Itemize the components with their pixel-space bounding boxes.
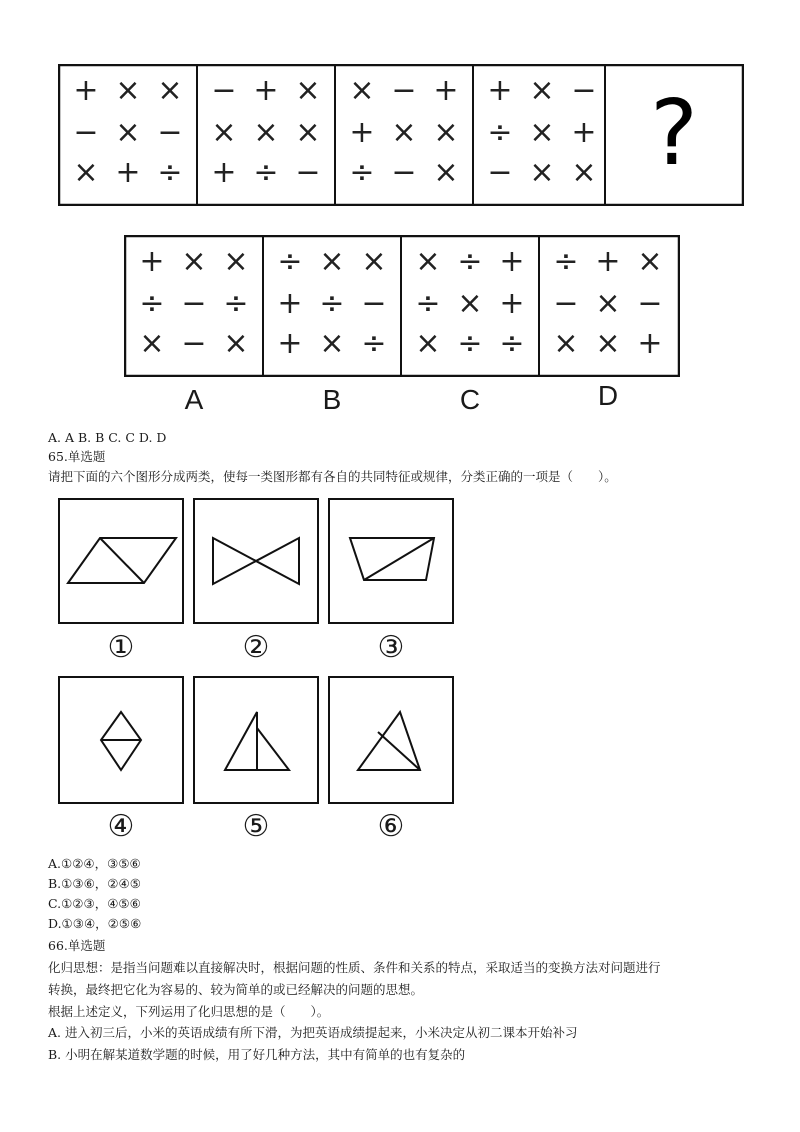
option-panel-3-symbol-1: × xyxy=(415,244,441,279)
option-panel-2-symbol-5: ÷ xyxy=(319,286,345,321)
option-panel-4-symbol-4: − xyxy=(553,286,579,321)
option-panel-4-symbol-6: − xyxy=(637,286,663,321)
sequence-panel-1-symbol-9: ÷ xyxy=(157,155,183,190)
option-panel-3-symbol-6: + xyxy=(499,286,525,321)
option-panel-2-symbol-4: + xyxy=(277,286,303,321)
option-panel-4-symbol-2: + xyxy=(595,244,621,279)
option-panel-3-symbol-4: ÷ xyxy=(415,286,441,321)
option-panel-1-symbol-6: ÷ xyxy=(223,286,249,321)
option-label-b: B xyxy=(322,384,342,415)
sequence-panel-3-symbol-6: × xyxy=(433,115,459,150)
option-panel-2-symbol-3: × xyxy=(361,244,387,279)
q66-choice-a[interactable]: A. 进入初三后，小米的英语成绩有所下滑，为把英语成绩提起来，小米决定从初二课本开始补习 xyxy=(48,1025,578,1040)
sequence-panel-3-symbol-2: − xyxy=(391,73,417,108)
sequence-panel-2-symbol-3: × xyxy=(295,73,321,108)
sequence-panel-3-symbol-1: × xyxy=(349,73,375,108)
question-mark: ? xyxy=(650,81,698,186)
figure-label-5: ⑤ xyxy=(242,809,270,844)
sequence-panel-4-symbol-6: + xyxy=(571,115,597,150)
figure-label-3: ③ xyxy=(377,630,405,665)
option-panel-1-symbol-5: − xyxy=(181,286,207,321)
option-panel-2-symbol-7: + xyxy=(277,326,303,361)
sequence-panel-1-symbol-4: − xyxy=(73,115,99,150)
figure-6-triangle xyxy=(328,676,454,804)
option-panel-1-symbol-7: × xyxy=(139,326,165,361)
option-panel-3-symbol-9: ÷ xyxy=(499,326,525,361)
option-label-a: A xyxy=(184,384,204,415)
option-panel-4-symbol-8: × xyxy=(595,326,621,361)
option-panel-3-symbol-2: ÷ xyxy=(457,244,483,279)
option-panel-2-symbol-9: ÷ xyxy=(361,326,387,361)
q66-definition-line-2: 转换，最终把它化为容易的、较为简单的或已经解决的问题的思想。 xyxy=(48,982,424,997)
option-panel-3-symbol-8: ÷ xyxy=(457,326,483,361)
option-panel-3-symbol-7: × xyxy=(415,326,441,361)
option-panel-1-symbol-8: − xyxy=(181,326,207,361)
q65-choice-a[interactable]: A.①②④，③⑤⑥ xyxy=(48,856,141,871)
figure-3-trapezoid xyxy=(328,498,454,624)
figure-label-6: ⑥ xyxy=(377,809,405,844)
option-panel-4-symbol-7: × xyxy=(553,326,579,361)
sequence-panel-1-symbol-2: × xyxy=(115,73,141,108)
option-figure-strip xyxy=(124,235,680,377)
sequence-panel-4-symbol-7: − xyxy=(487,155,513,190)
option-panel-1-symbol-4: ÷ xyxy=(139,286,165,321)
figure-label-1: ① xyxy=(107,630,135,665)
figure-4-diamond xyxy=(58,676,184,804)
q65-choice-d[interactable]: D.①③④，②⑤⑥ xyxy=(48,916,142,931)
q65-number: 65.单选题 xyxy=(48,449,106,464)
sequence-panel-2-symbol-6: × xyxy=(295,115,321,150)
figure-label-4: ④ xyxy=(107,809,135,844)
option-panel-2-symbol-6: − xyxy=(361,286,387,321)
sequence-panel-4-symbol-9: × xyxy=(571,155,597,190)
option-panel-1-symbol-3: × xyxy=(223,244,249,279)
sequence-panel-2-symbol-7: + xyxy=(211,155,237,190)
option-panel-4-symbol-5: × xyxy=(595,286,621,321)
q65-choice-c[interactable]: C.①②③，④⑤⑥ xyxy=(48,896,141,911)
sequence-panel-1-symbol-3: × xyxy=(157,73,183,108)
option-panel-2-symbol-1: ÷ xyxy=(277,244,303,279)
sequence-panel-3-symbol-9: × xyxy=(433,155,459,190)
option-panel-4-symbol-9: + xyxy=(637,326,663,361)
figure-2-bowtie xyxy=(193,498,319,624)
sequence-panel-2-symbol-8: ÷ xyxy=(253,155,279,190)
sequence-panel-2-symbol-5: × xyxy=(253,115,279,150)
sequence-panel-1-symbol-8: + xyxy=(115,155,141,190)
option-panel-2-symbol-8: × xyxy=(319,326,345,361)
option-label-c: C xyxy=(459,384,481,415)
sequence-panel-4-symbol-2: × xyxy=(529,73,555,108)
sequence-panel-2-symbol-9: − xyxy=(295,155,321,190)
q66-definition-line-1: 化归思想：是指当问题难以直接解决时，根据问题的性质、条件和关系的特点，采取适当的变换方法对问题进行 xyxy=(48,960,661,975)
q66-number: 66.单选题 xyxy=(48,938,106,953)
sequence-panel-1-symbol-6: − xyxy=(157,115,183,150)
sequence-panel-2-symbol-4: × xyxy=(211,115,237,150)
sequence-panel-3-symbol-4: + xyxy=(349,115,375,150)
sequence-panel-2-symbol-1: − xyxy=(211,73,237,108)
option-panel-4-symbol-3: × xyxy=(637,244,663,279)
sequence-panel-4-symbol-1: + xyxy=(487,73,513,108)
option-panel-4-symbol-1: ÷ xyxy=(553,244,579,279)
q65-stem: 请把下面的六个图形分成两类，使每一类图形都有各自的共同特征或规律，分类正确的一项是（ ）。 xyxy=(48,469,617,484)
option-panel-3-symbol-3: + xyxy=(499,244,525,279)
option-label-d: D xyxy=(597,380,619,411)
figure-5-triangles xyxy=(193,676,319,804)
q66-prompt: 根据上述定义，下列运用了化归思想的是（ ）。 xyxy=(48,1004,330,1019)
option-panel-2-symbol-2: × xyxy=(319,244,345,279)
sequence-panel-4-symbol-3: − xyxy=(571,73,597,108)
sequence-panel-1-symbol-1: + xyxy=(73,73,99,108)
q65-choice-b[interactable]: B.①③⑥，②④⑤ xyxy=(48,876,141,891)
q64-answer-choices: A. A B. B C. C D. D xyxy=(48,430,167,445)
sequence-figure-strip xyxy=(58,64,744,206)
sequence-panel-3-symbol-3: + xyxy=(433,73,459,108)
sequence-panel-1-symbol-5: × xyxy=(115,115,141,150)
sequence-panel-4-symbol-4: ÷ xyxy=(487,115,513,150)
figure-label-2: ② xyxy=(242,630,270,665)
sequence-panel-1-symbol-7: × xyxy=(73,155,99,190)
option-panel-1-symbol-1: + xyxy=(139,244,165,279)
sequence-panel-4-symbol-5: × xyxy=(529,115,555,150)
figure-1-parallelogram xyxy=(58,498,184,624)
sequence-panel-3-symbol-5: × xyxy=(391,115,417,150)
option-panel-3-symbol-5: × xyxy=(457,286,483,321)
q66-choice-b[interactable]: B. 小明在解某道数学题的时候，用了好几种方法，其中有简单的也有复杂的 xyxy=(48,1047,466,1062)
sequence-panel-4-symbol-8: × xyxy=(529,155,555,190)
option-panel-1-symbol-9: × xyxy=(223,326,249,361)
sequence-panel-2-symbol-2: + xyxy=(253,73,279,108)
option-panel-1-symbol-2: × xyxy=(181,244,207,279)
sequence-panel-3-symbol-7: ÷ xyxy=(349,155,375,190)
sequence-panel-3-symbol-8: − xyxy=(391,155,417,190)
